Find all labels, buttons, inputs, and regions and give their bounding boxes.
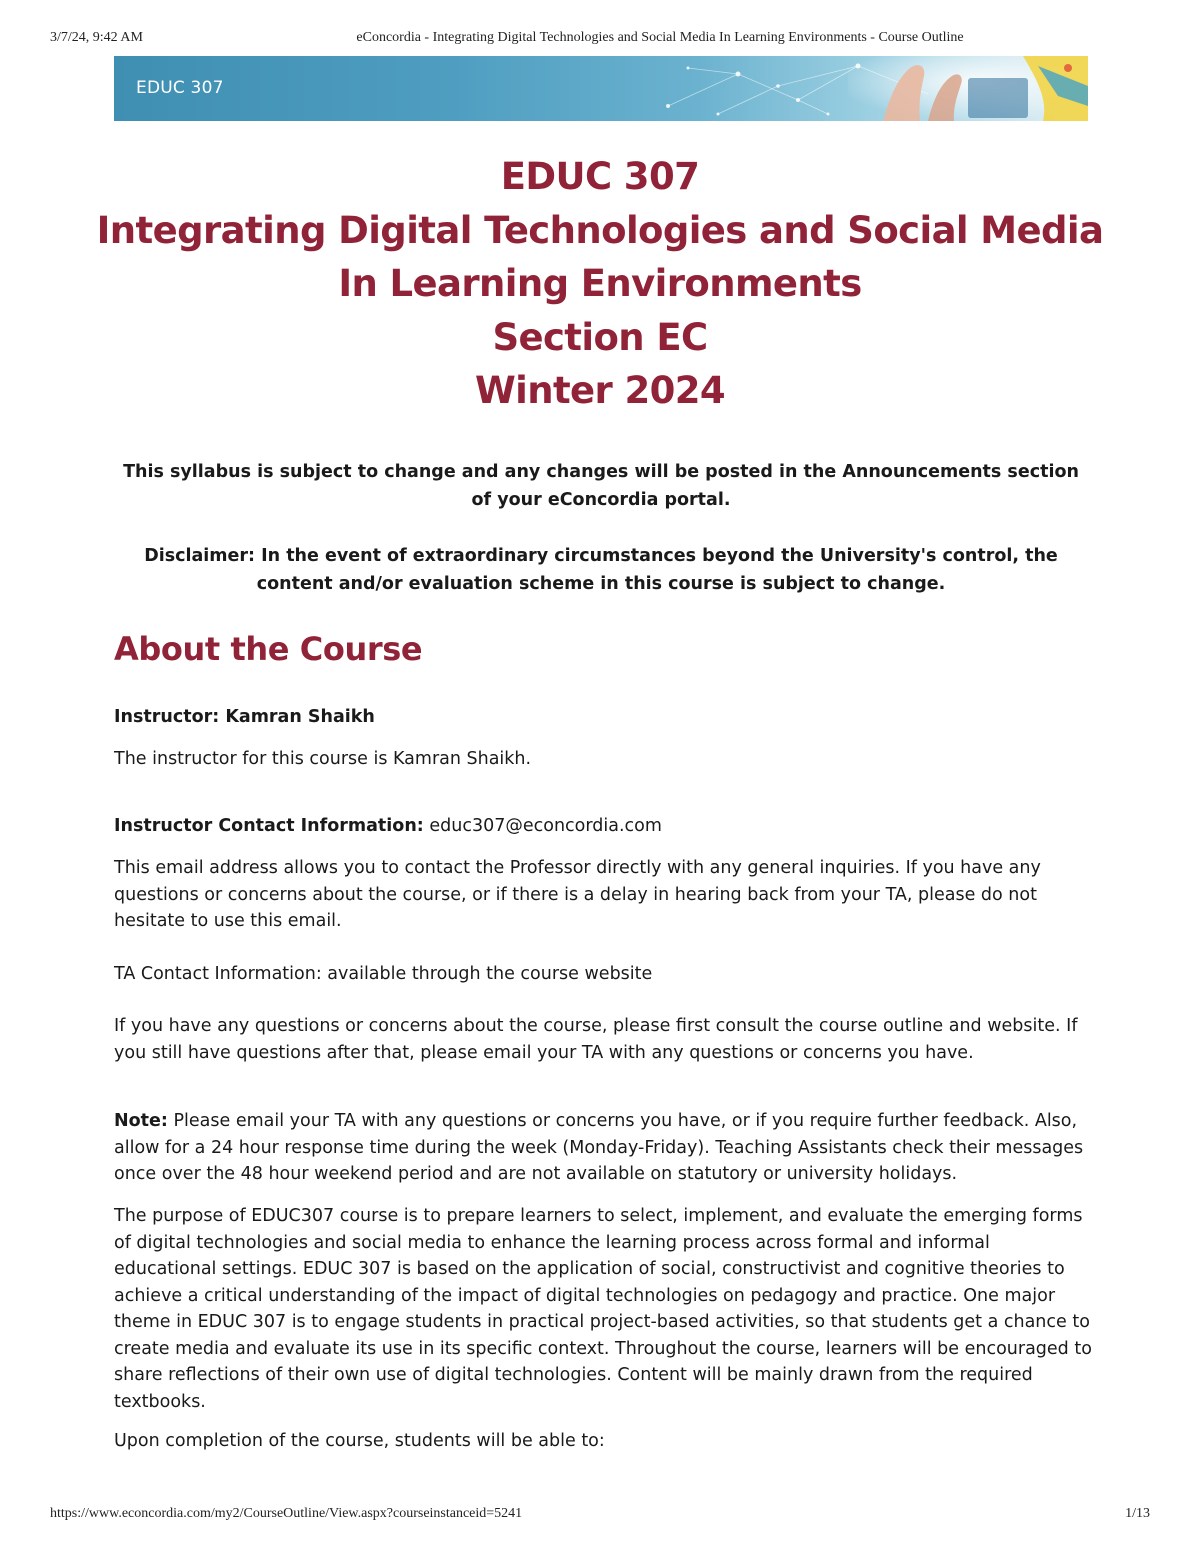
contact-paragraph: This email address allows you to contact the Professor directly with any general inquiries. If you have any questions or concerns about the course, or if there is a delay in hearing back from your TA, please do not hesitate to use this email. <box>114 858 1041 931</box>
print-header <box>50 30 1150 50</box>
instructor-contact-label: Instructor Contact Information: <box>114 816 424 836</box>
print-url: https://www.econcordia.com/my2/CourseOutline/View.aspx?courseinstanceid=5241 <box>50 1506 523 1521</box>
note-paragraph <box>114 1108 1094 1188</box>
instructor-email: educ307@econcordia.com <box>429 816 662 836</box>
purpose-paragraph: The purpose of EDUC307 course is to prepare learners to select, implement, and evaluate the emerging forms of digital technologies and social media to enhance the learning process across formal and informal educational settings. EDUC 307 is based on the application of social, constructivist and cognitive theories to achieve a critical understanding of the impact of digital technologies on pedagogy and practice. One major theme in EDUC 307 is to engage students in practical project-based activities, so that students get a chance to create media and evaluate its use in its specific context. Throughout the course, learners will be encouraged to share reflections of their own use of digital technologies. Content will be mainly drawn from the required textbooks. <box>114 1206 1092 1412</box>
page-number: 1/13 <box>1125 1506 1150 1521</box>
title-course-name-line1: Integrating Digital Technologies and Social Media <box>96 208 1104 252</box>
completion-intro: Upon completion of the course, students will be able to: <box>114 1431 605 1451</box>
instructor-label-text: Instructor: Kamran Shaikh <box>114 707 375 727</box>
print-footer <box>50 1506 1150 1526</box>
print-page-title: eConcordia - Integrating Digital Technologies and Social Media In Learning Environments - Course Outline <box>356 30 964 45</box>
about-course-heading: About the Course <box>114 630 423 668</box>
instructor-label <box>114 704 1094 731</box>
instructor-text: The instructor for this course is Kamran Shaikh. <box>114 749 532 769</box>
disclaimer-notice: Disclaimer: In the event of extraordinary circumstances beyond the University's control, the content and/or evaluation scheme in this course is subject to change. <box>144 546 1058 594</box>
note-text: Please email your TA with any questions or concerns you have, or if you require further feedback. Also, allow for a 24 hour response time during the week (Monday-Friday). Teaching Assistants check their messages once over the 48 hour weekend period and are not available on statutory or university holidays. <box>114 1111 1084 1184</box>
course-banner <box>114 56 1088 121</box>
ta-contact-info: TA Contact Information: available through the course website <box>114 964 653 984</box>
banner-course-code: EDUC 307 <box>136 78 224 98</box>
title-course-name-line2: In Learning Environments <box>338 262 862 305</box>
title-section: Section EC <box>492 315 708 359</box>
banner-network-graphic <box>628 56 1088 121</box>
note-label: Note: <box>114 1111 168 1131</box>
questions-paragraph: If you have any questions or concerns about the course, please first consult the course outline and website. If you still have questions after that, please email your TA with any questions or concerns you have. <box>114 1016 1078 1063</box>
instructor-contact <box>114 813 1094 840</box>
course-title-block <box>60 150 1140 418</box>
title-course-code: EDUC 307 <box>500 155 700 198</box>
print-date: 3/7/24, 9:42 AM <box>50 30 143 45</box>
syllabus-notice: This syllabus is subject to change and any changes will be posted in the Announcements section of your eConcordia portal. <box>123 462 1079 510</box>
title-term: Winter 2024 <box>474 369 726 412</box>
